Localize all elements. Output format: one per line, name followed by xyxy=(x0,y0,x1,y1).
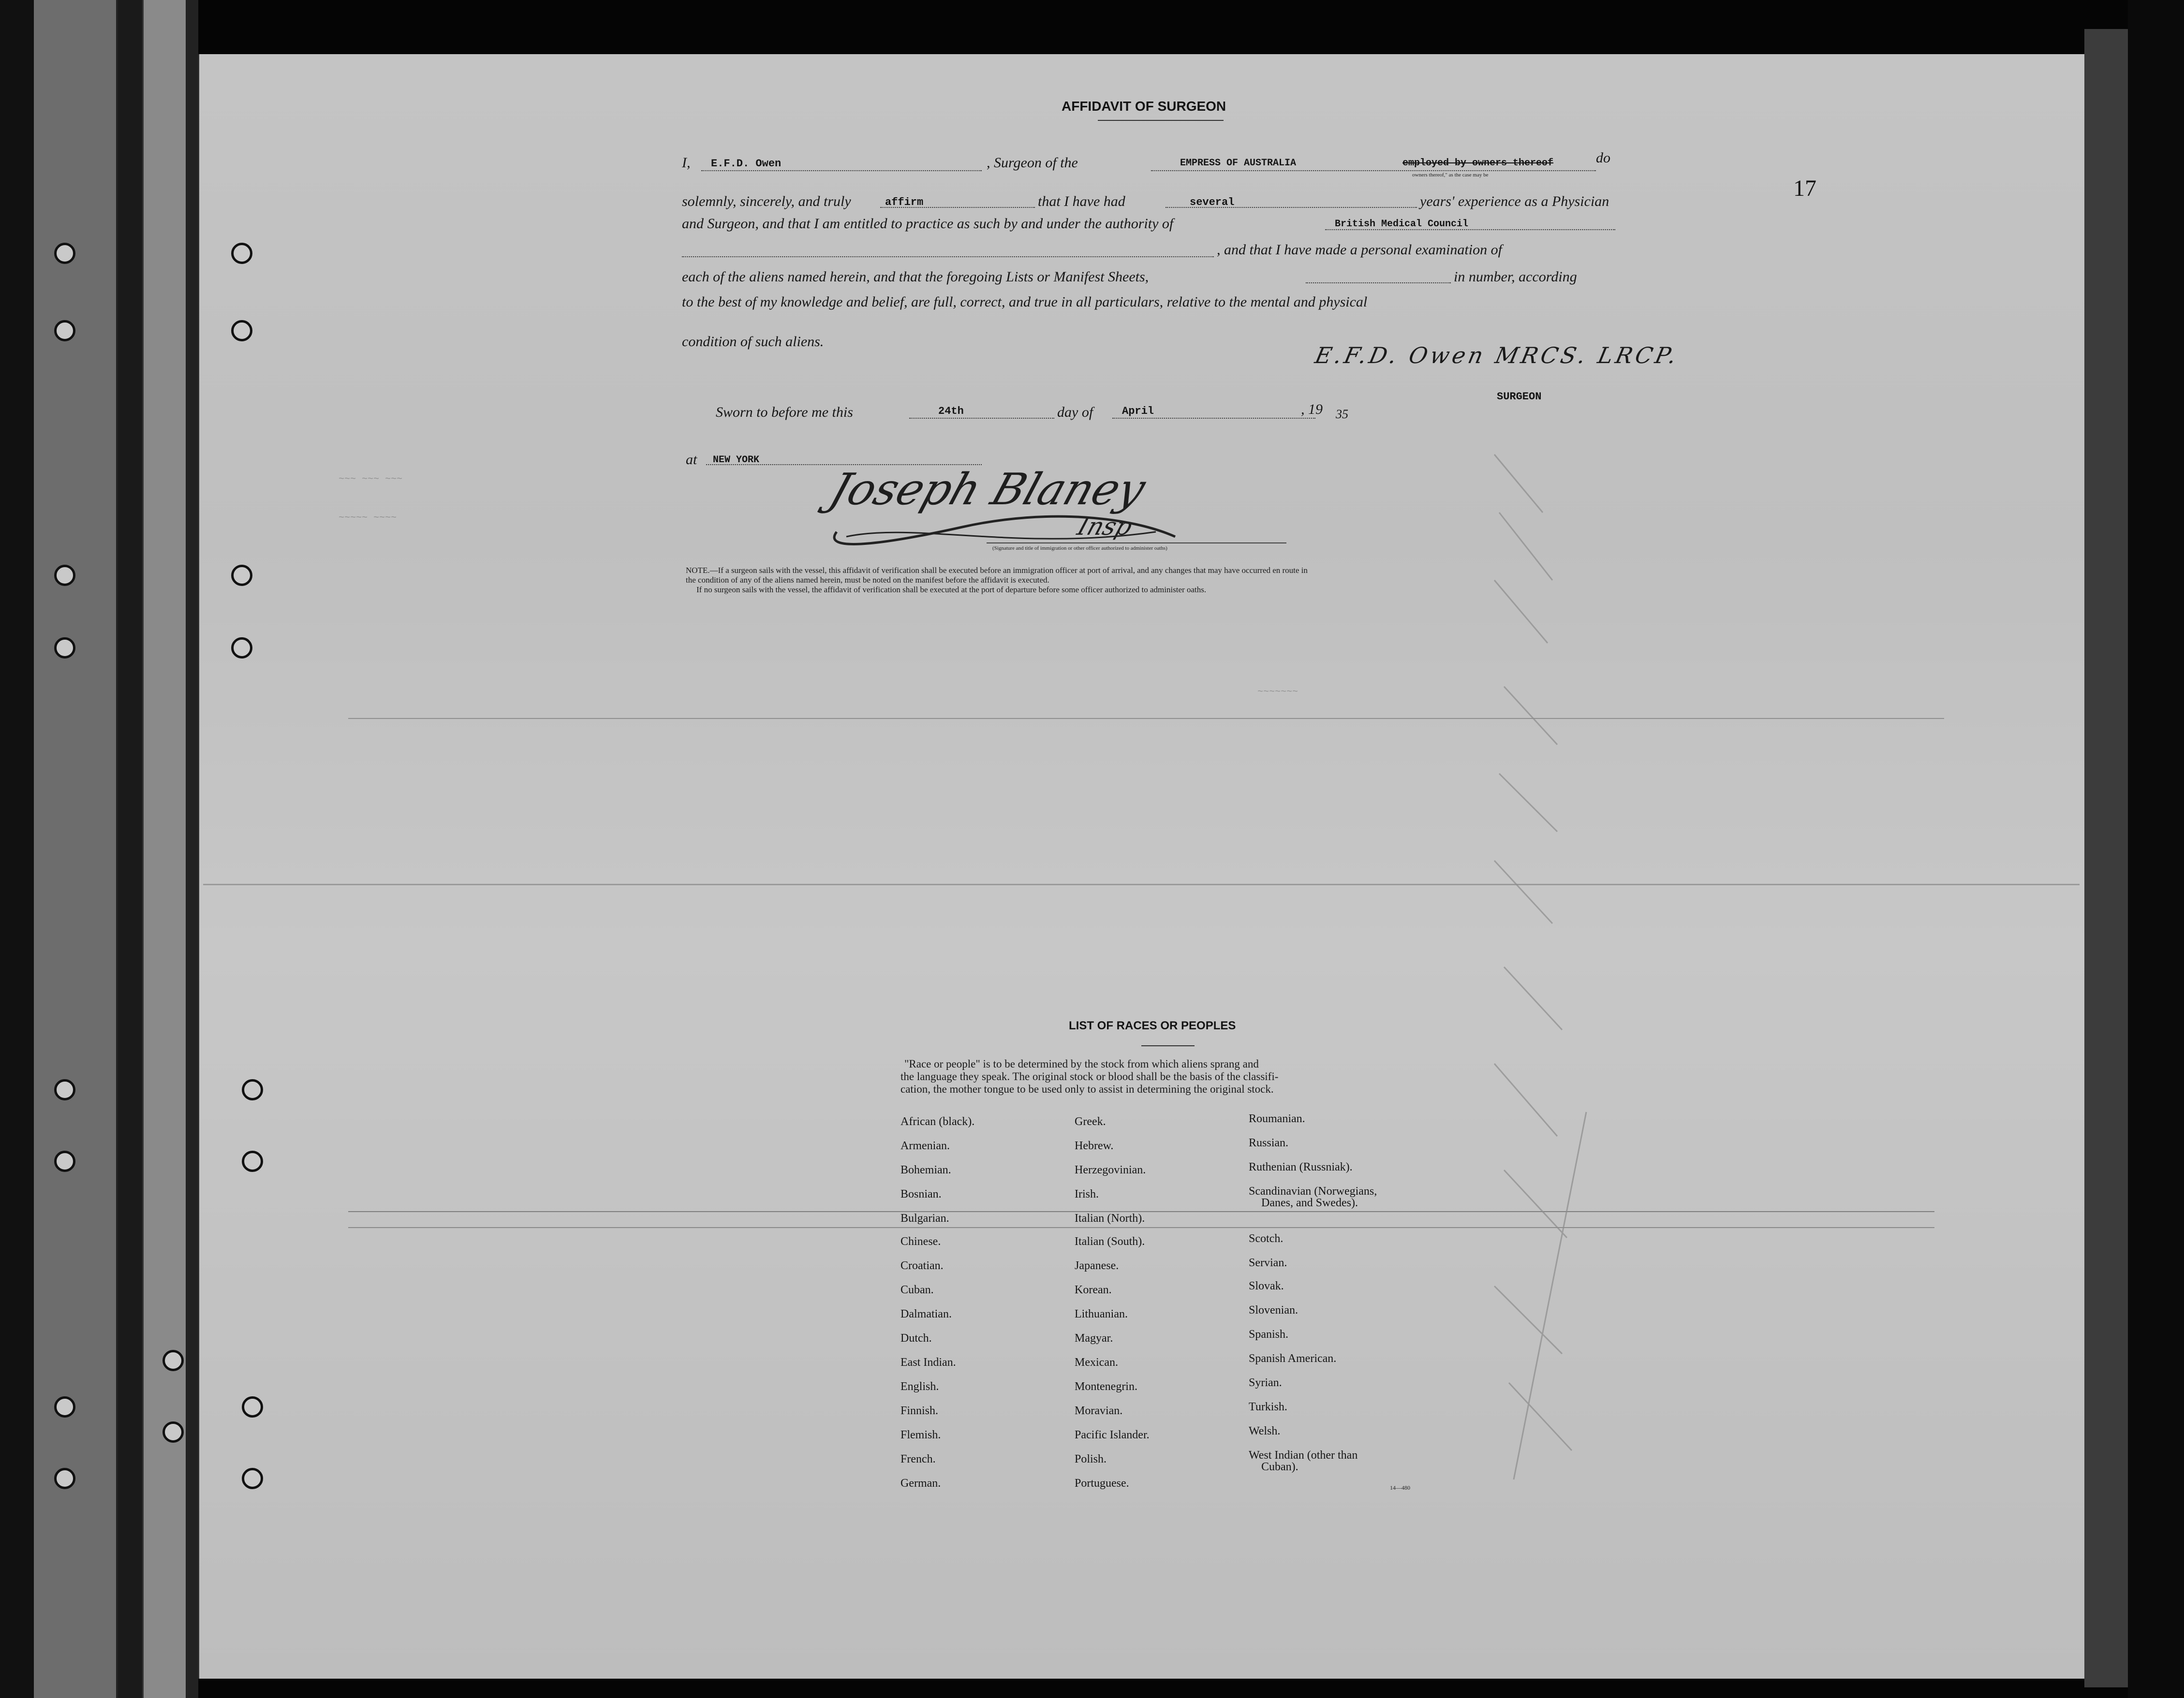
page-number: 17 xyxy=(1793,176,1816,201)
race-item: Syrian. xyxy=(1249,1376,1282,1389)
race-item: Dalmatian. xyxy=(900,1308,952,1320)
binder-strip xyxy=(142,0,189,1698)
race-item: Welsh. xyxy=(1249,1425,1281,1437)
fill-line xyxy=(701,170,982,171)
punch-hole xyxy=(231,320,252,341)
years-experience-text: years' experience as a Physician xyxy=(1420,193,1609,209)
race-item: Croatian. xyxy=(900,1259,944,1272)
race-item: Bulgarian. xyxy=(900,1212,949,1225)
race-item: Bohemian. xyxy=(900,1164,951,1176)
fill-line xyxy=(880,207,1035,208)
in-number-text: in number, according xyxy=(1454,269,1577,285)
punch-hole xyxy=(54,320,75,341)
right-border xyxy=(2128,0,2184,1698)
race-item: Italian (South). xyxy=(1075,1235,1145,1248)
surgeon-name: E.F.D. Owen xyxy=(711,158,782,170)
fill-line xyxy=(682,256,1214,257)
fold-line xyxy=(348,718,1944,719)
surgeon-of-label: , Surgeon of the xyxy=(987,155,1078,171)
years-value: several xyxy=(1190,196,1235,208)
punch-hole xyxy=(162,1421,184,1443)
affidavit-prefix: I, xyxy=(682,155,691,171)
surgeon-label: SURGEON xyxy=(1497,391,1542,403)
punch-hole xyxy=(242,1468,263,1489)
authority-value: British Medical Council xyxy=(1335,219,1469,230)
race-item: Polish. xyxy=(1075,1453,1107,1465)
race-item: African (black). xyxy=(900,1115,975,1128)
year-suffix: 35 xyxy=(1336,407,1348,421)
affirm-word: affirm xyxy=(885,196,924,208)
race-item: Slovak. xyxy=(1249,1280,1284,1292)
race-item: Finnish. xyxy=(900,1405,939,1417)
punch-hole xyxy=(242,1396,263,1418)
binder-strip xyxy=(34,0,118,1698)
fill-line xyxy=(1112,418,1315,419)
officer-caption: (Signature and title of immigration or other officer authorized to administer oaths) xyxy=(992,545,1167,551)
pencil-marks xyxy=(1475,435,1668,1518)
bleed-through-text: ~~~~~~~ xyxy=(1257,687,1299,698)
day-of-text: day of xyxy=(1057,404,1093,420)
race-item: Greek. xyxy=(1075,1115,1106,1128)
foregoing-lists-text: each of the aliens named herein, and that the foregoing Lists or Manifest Sheets, xyxy=(682,269,1149,285)
authority-text: and Surgeon, and that I am entitled to practice as such by and under the authority of xyxy=(682,216,1174,232)
binder-gap xyxy=(186,0,198,1698)
fold-line xyxy=(348,1227,1934,1228)
race-item: French. xyxy=(900,1453,936,1465)
race-item: Montenegrin. xyxy=(1075,1380,1137,1393)
races-title: LIST OF RACES OR PEOPLES xyxy=(1069,1019,1236,1032)
struck-owners-text: employed by owners thereof xyxy=(1402,158,1554,169)
affidavit-do: do xyxy=(1596,150,1610,166)
examination-text: , and that I have made a personal examination of xyxy=(1217,242,1502,258)
race-item: Dutch. xyxy=(900,1332,932,1345)
race-item: Portuguese. xyxy=(1075,1477,1129,1490)
race-item: Flemish. xyxy=(900,1429,941,1441)
punch-hole xyxy=(242,1151,263,1172)
race-item: Pacific Islander. xyxy=(1075,1429,1150,1441)
punch-hole xyxy=(54,243,75,264)
binder-gap xyxy=(118,0,142,1698)
ship-name: EMPRESS OF AUSTRALIA xyxy=(1180,158,1297,169)
bleed-through-text: ~~~ ~~~ ~~~ xyxy=(339,474,403,485)
races-intro-3: cation, the mother tongue to be used only to assist in determining the original stock. xyxy=(900,1083,1274,1095)
officer-signature: Joseph Blaney xyxy=(823,464,1152,515)
punch-hole xyxy=(242,1079,263,1100)
race-item: Korean. xyxy=(1075,1284,1112,1296)
race-item: Moravian. xyxy=(1075,1405,1123,1417)
race-item: Roumanian. xyxy=(1249,1112,1305,1125)
race-item: Hebrew. xyxy=(1075,1140,1114,1152)
form-code: 14—480 xyxy=(1390,1484,1410,1491)
punch-hole xyxy=(54,1079,75,1100)
fill-line xyxy=(1306,282,1451,283)
solemnly-text: solemnly, sincerely, and truly xyxy=(682,193,851,209)
race-item: Cuban. xyxy=(900,1284,934,1296)
race-item: Scandinavian (Norwegians, xyxy=(1249,1185,1377,1198)
sworn-day: 24th xyxy=(938,405,964,417)
race-item: Mexican. xyxy=(1075,1356,1118,1369)
title-rule xyxy=(1141,1045,1195,1046)
fill-line xyxy=(1325,229,1615,230)
race-item: Chinese. xyxy=(900,1235,941,1248)
punch-hole xyxy=(54,1151,75,1172)
binder-edge xyxy=(0,0,34,1698)
race-item: Irish. xyxy=(1075,1188,1099,1200)
note-line-1: NOTE.—If a surgeon sails with the vessel, this affidavit of verification shall be executed before an immigration officer at port of arrival, and any changes that may have occurred en route in xyxy=(686,566,1308,575)
punch-hole xyxy=(54,1396,75,1418)
races-intro-2: the language they speak. The original stock or blood shall be the basis of the classifi- xyxy=(900,1070,1279,1083)
race-item: East Indian. xyxy=(900,1356,956,1369)
owners-note: owners thereof," as the case may be xyxy=(1412,172,1489,178)
race-item: Turkish. xyxy=(1249,1401,1287,1413)
punch-hole xyxy=(231,243,252,264)
race-item: Magyar. xyxy=(1075,1332,1113,1345)
race-item: Herzegovinian. xyxy=(1075,1164,1146,1176)
punch-hole xyxy=(231,637,252,659)
races-intro-1: "Race or people" is to be determined by the stock from which aliens sprang and xyxy=(904,1058,1259,1070)
race-item: Russian. xyxy=(1249,1137,1289,1149)
race-item: English. xyxy=(900,1380,939,1393)
sworn-month: April xyxy=(1122,405,1154,417)
race-item: Armenian. xyxy=(900,1140,950,1152)
note-line-3: If no surgeon sails with the vessel, the affidavit of verification shall be executed at the port of departure before some officer authorized to administer oaths. xyxy=(696,585,1207,594)
best-knowledge-text: to the best of my knowledge and belief, are full, correct, and true in all particulars, relative to the mental and physical xyxy=(682,294,1368,310)
bleed-through-text: ~~~~~ ~~~~ xyxy=(339,512,397,524)
race-item: Lithuanian. xyxy=(1075,1308,1128,1320)
affidavit-title: AFFIDAVIT OF SURGEON xyxy=(1062,99,1226,114)
condition-text: condition of such aliens. xyxy=(682,334,824,350)
punch-hole xyxy=(54,637,75,659)
punch-hole xyxy=(162,1350,184,1371)
fold-line xyxy=(203,884,2080,885)
race-item: Spanish. xyxy=(1249,1328,1289,1341)
race-item: Bosnian. xyxy=(900,1188,942,1200)
title-rule xyxy=(1098,120,1224,121)
page-edge xyxy=(2084,29,2128,1687)
punch-hole xyxy=(231,565,252,586)
note-line-2: the condition of any of the aliens named herein, must be noted on the manifest before the affidavit is executed. xyxy=(686,575,1049,585)
race-item: Servian. xyxy=(1249,1257,1287,1269)
race-item: Slovenian. xyxy=(1249,1304,1298,1317)
punch-hole xyxy=(54,565,75,586)
punch-hole xyxy=(54,1468,75,1489)
race-item: West Indian (other than xyxy=(1249,1449,1358,1462)
race-item: Spanish American. xyxy=(1249,1352,1337,1365)
race-item: Italian (North). xyxy=(1075,1212,1145,1225)
signature-flourish xyxy=(817,488,1195,551)
race-item: German. xyxy=(900,1477,941,1490)
race-item: Scotch. xyxy=(1249,1232,1284,1245)
year-prefix: , 19 xyxy=(1301,401,1323,417)
fill-line xyxy=(1166,207,1417,208)
place-city: NEW YORK xyxy=(713,454,760,466)
surgeon-signature: E.F.D. Owen MRCS. LRCP. xyxy=(1313,342,1682,368)
race-item: Ruthenian (Russniak). xyxy=(1249,1161,1353,1173)
race-item: Danes, and Swedes). xyxy=(1261,1197,1358,1209)
i-have-had-text: that I have had xyxy=(1038,193,1125,209)
officer-title-signature: Insp xyxy=(1074,512,1136,541)
race-item: Japanese. xyxy=(1075,1259,1119,1272)
signature-line xyxy=(987,542,1286,543)
race-item: Cuban). xyxy=(1261,1461,1299,1473)
sworn-text: Sworn to before me this xyxy=(716,404,853,420)
at-text: at xyxy=(686,452,697,468)
fill-line xyxy=(909,418,1054,419)
fill-line xyxy=(1151,170,1596,171)
